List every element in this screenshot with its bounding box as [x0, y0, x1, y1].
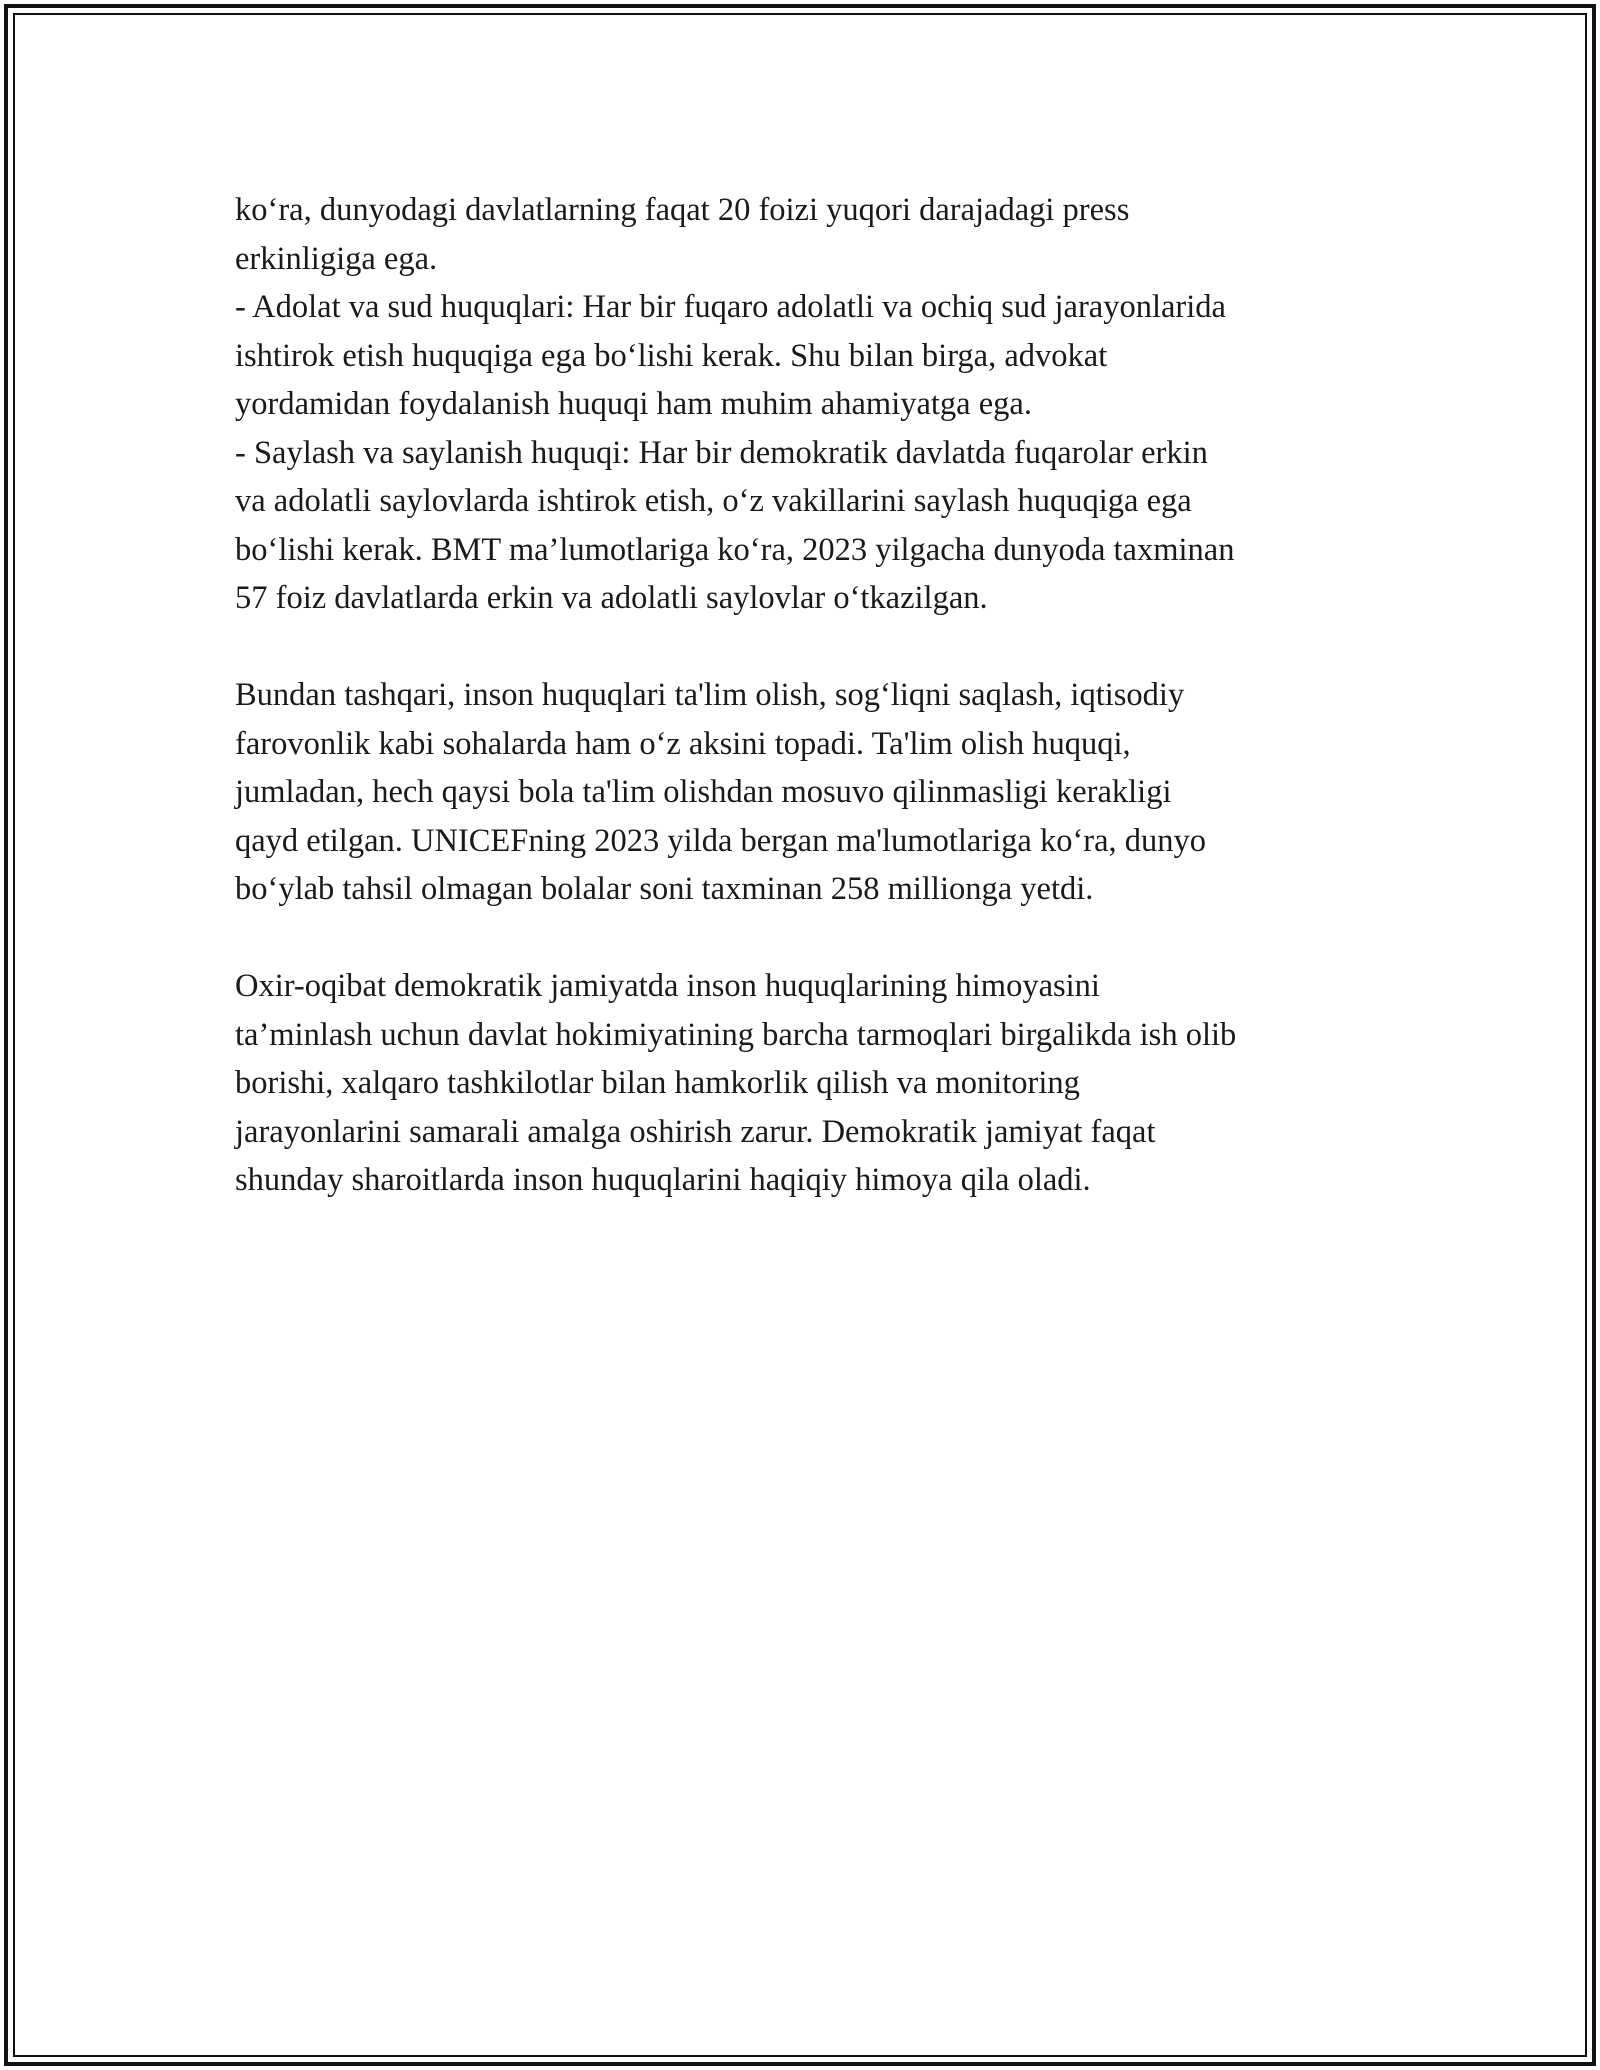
text-line: bo‘ylab tahsil olmagan bolalar soni taxminan 258 millionga yetdi.: [235, 871, 1094, 907]
text-line: ishtirok etish huquqiga ega bo‘lishi kerak. Shu bilan birga, advokat: [235, 337, 1108, 374]
paragraph-spacer: [235, 914, 1375, 963]
paragraph-3: [235, 962, 1375, 1205]
text-line: - Adolat va sud huquqlari: Har bir fuqaro adolatli va ochiq sud jarayonlarida: [235, 289, 1226, 325]
text-line: jarayonlarini samarali amalga oshirish zarur. Demokratik jamiyat faqat: [235, 1113, 1156, 1150]
document-body: [235, 186, 1375, 1205]
text-line: ta’minlash uchun davlat hokimiyatining barcha tarmoqlari birgalikda ish olib: [235, 1016, 1237, 1053]
text-line: bo‘lishi kerak. BMT ma’lumotlariga ko‘ra, 2023 yilgacha dunyoda taxminan: [235, 531, 1235, 568]
paragraph-1: [235, 186, 1375, 623]
paragraph-2: [235, 671, 1375, 914]
text-line: qayd etilgan. UNICEFning 2023 yilda bergan ma'lumotlariga ko‘ra, dunyo: [235, 822, 1207, 859]
text-line: shunday sharoitlarda inson huquqlarini haqiqiy himoya qila oladi.: [235, 1162, 1091, 1198]
text-line: ko‘ra, dunyodagi davlatlarning faqat 20 foizi yuqori darajadagi press: [235, 192, 1130, 228]
text-line: Bundan tashqari, inson huquqlari ta'lim olish, sog‘liqni saqlash, iqtisodiy: [235, 677, 1185, 713]
text-line: borishi, xalqaro tashkilotlar bilan hamkorlik qilish va monitoring: [235, 1065, 1080, 1101]
text-line: va adolatli saylovlarda ishtirok etish, o‘z vakillarini saylash huquqiga ega: [235, 483, 1192, 519]
text-line: farovonlik kabi sohalarda ham o‘z aksini topadi. Ta'lim olish huquqi,: [235, 725, 1131, 762]
text-line: Oxir-oqibat demokratik jamiyatda inson huquqlarining himoyasini: [235, 968, 1100, 1004]
paragraph-spacer: [235, 623, 1375, 672]
text-line: yordamidan foydalanish huquqi ham muhim ahamiyatga ega.: [235, 386, 1032, 422]
text-line: 57 foiz davlatlarda erkin va adolatli saylovlar o‘tkazilgan.: [235, 580, 988, 616]
text-line: erkinligiga ega.: [235, 240, 438, 277]
text-line: jumladan, hech qaysi bola ta'lim olishdan mosuvo qilinmasligi kerakligi: [235, 774, 1172, 810]
text-line: - Saylash va saylanish huquqi: Har bir demokratik davlatda fuqarolar erkin: [235, 434, 1208, 471]
